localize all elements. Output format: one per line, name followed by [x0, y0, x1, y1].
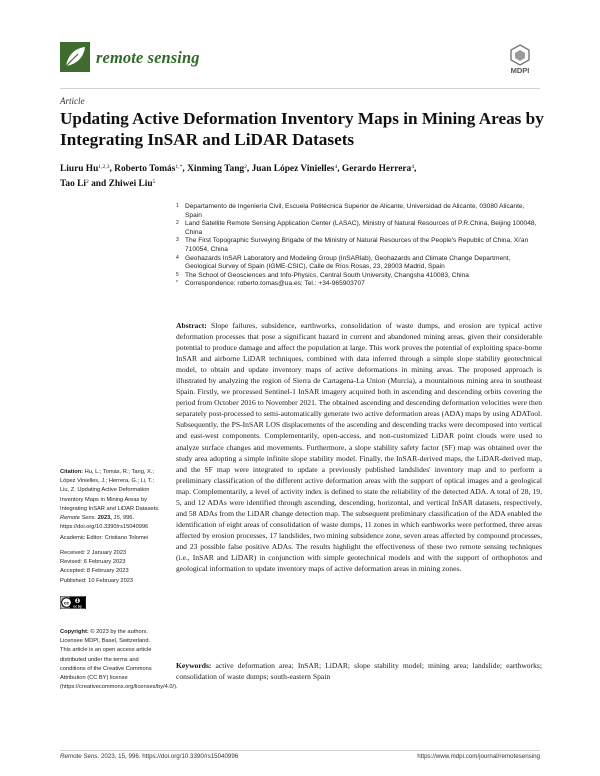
creative-commons-icon: [60, 596, 86, 609]
author-separator: ,: [337, 164, 342, 174]
article-type: Article: [60, 96, 85, 106]
affiliation-number: 4: [176, 254, 179, 261]
mdpi-hexagon-icon: [500, 44, 540, 66]
affiliation-item: [176, 203, 542, 220]
abstract-text: Slope failures, subsidence, earthworks, consolidation of waste dumps, and erosion are typical active deformation processes that pose a significant hazard in current and abandoned mining areas, given their considerable potential to produce damage and affect the population at large. This work proves the potential of exploiting space-borne InSAR and airborne LiDAR techniques, combined with data inferred through a simple slope stability geotechnical model, to obtain and update inventory maps of active deformations in mining areas. The proposed approach is illustrated by analyzing the region of Sierra de Cartagena-La Union (Murcia), a mountainous mining area in southeast Spain. Firstly, we processed Sentinel-1 InSAR imagery acquired both in ascending and descending orbits covering the period from October 2016 to November 2021. The obtained ascending and descending deformation velocities were then separately post-processed to semi-automatically generate two active deformation areas (ADA) maps by using ADATool. Subsequently, the PS-InSAR LOS displacements of the ascending and descending tracks were decomposed into vertical and east-west components. Complementarily, open-access, and non-customized LiDAR point clouds were used to analyze surface changes and movements. Furthermore, a slope stability safety factor (SF) map was obtained over the study area adopting a simple infinite slope stability model. Finally, the InSAR-derived maps, the LiDAR-derived map, and the SF map were integrated to update a previously published landslides' inventory map and to perform a preliminary classification of the different active deformation areas with the support of optical images and a geological map. Complementarily, a level of activity index is defined to state the reliability of the detected ADA. A total of 28, 19, 5, and 12 ADAs were identified through ascending, descending, horizontal, and vertical InSAR datasets, respectively, and 58 ADAs from the LiDAR change detection map. The subsequent preliminary classification of the ADA enabled the identification of eight areas of consolidation of waste dumps, 11 zones in which earthworks were performed, three areas affected by erosion processes, 17 landslides, two mining subsidence zone, seven areas affected by compound processes, and 23 possible false positive ADAs. The results highlight the effectiveness of these two remote sensing techniques (i.e., InSAR and LiDAR) in conjunction with simple geotechnical models and with the support of orthophotos and geological information to update inventory maps of active deformation areas in mining zones.: [176, 321, 542, 574]
affiliation-text: Land Satellite Remote Sensing Application Center (LASAC), Ministry of Natural Resources of P.R.China, Beijing 100048, China: [185, 220, 537, 236]
publisher-name: MDPI: [510, 66, 530, 75]
author-name[interactable]: Zhiwei Liu: [108, 179, 153, 189]
citation-year: 2023,: [97, 515, 112, 522]
citation-volume: 15,: [113, 515, 122, 522]
citation-doi[interactable]: https://doi.org/10.3390/rs15040996: [60, 524, 149, 531]
editor-name: Cristiano Tolomei: [104, 535, 149, 541]
date-item: [60, 549, 160, 558]
date-label: Accepted:: [60, 568, 86, 575]
article-title: Updating Active Deformation Inventory Maps in Mining Areas by Integrating InSAR and LiDAR Datasets: [60, 109, 544, 149]
journal-logo: [60, 42, 90, 72]
author-affiliation-marker: 4: [334, 164, 338, 170]
affiliation-text: The School of Geosciences and Info-Physics, Central South University, Changsha 410083, China: [185, 271, 469, 279]
affiliation-list: [176, 203, 542, 289]
author-name[interactable]: Gerardo Herrera: [341, 164, 412, 174]
affiliation-text: The First Topographic Surveying Brigade of the Ministry of Natural Resources of the People's Republic of China, Xi'an 710054, China: [185, 237, 529, 253]
author-separator: ,: [109, 164, 115, 174]
author-affiliation-marker: 4: [411, 164, 415, 170]
author-name[interactable]: Tao Li: [60, 179, 86, 189]
footer-divider: [60, 750, 540, 751]
date-label: Revised:: [60, 559, 83, 566]
affiliation-number: 2: [176, 220, 179, 227]
keywords-text: active deformation area; InSAR; LiDAR; slope stability model; mining area; landslide; earthworks; consolidation of waste dumps; south-eastern Spain: [176, 661, 542, 681]
author-list: [60, 161, 540, 191]
license-badge-label: cc by: [73, 604, 82, 609]
date-label: Received:: [60, 550, 86, 556]
abstract-label: Abstract:: [176, 321, 207, 330]
footer-ref[interactable]: 2023, 15, 996. https://doi.org/10.3390/rs15040996: [100, 753, 239, 760]
affiliation-item: [176, 237, 542, 254]
citation-journal: Remote Sens.: [60, 515, 97, 522]
copyright-text: © 2023 by the authors. Licensee MDPI, Basel, Switzerland. This article is an open access article distributed under the terms and conditions of the Creative Commons Attribution (CC BY) license (https://creativecommons.org/licenses/by/4.0/).: [60, 629, 178, 691]
date-value: 2 January 2023: [86, 550, 127, 556]
affiliation-number: 3: [176, 237, 179, 244]
author-separator: ,: [182, 164, 188, 174]
date-value: 10 February 2023: [88, 577, 134, 584]
citation-label: Citation:: [60, 469, 84, 475]
dates-block: [60, 549, 160, 586]
date-value: 6 February 2023: [83, 559, 126, 566]
affiliation-text: Departamento de Ingeniería Civil, Escuela Politécnica Superior de Alicante, Universidad de Alicante, 03080 Alicante, Spain: [185, 203, 525, 219]
author-name[interactable]: Liuru Hu: [60, 164, 99, 174]
citation-block: [60, 468, 160, 532]
affiliation-item: [176, 272, 542, 281]
author-affiliation-marker: 1,2,3: [98, 164, 110, 170]
journal-name: remote sensing: [96, 48, 200, 67]
affiliation-number: *: [176, 280, 178, 287]
leaf-icon: [60, 42, 90, 72]
date-item: [60, 558, 160, 567]
author-affiliation-marker: 2: [85, 179, 89, 185]
abstract: [176, 320, 542, 574]
date-value: 8 February 2023: [86, 568, 129, 575]
affiliation-item: [176, 280, 542, 289]
header-divider: [60, 88, 540, 89]
author-separator: ,: [246, 164, 252, 174]
publisher-logo: [500, 44, 540, 78]
author-separator: ,: [414, 164, 417, 174]
keywords-label: Keywords:: [176, 661, 212, 670]
author-affiliation-marker: 2: [244, 164, 247, 170]
affiliation-item: [176, 255, 542, 272]
copyright-label: Copyright:: [60, 629, 89, 635]
date-item: [60, 577, 160, 586]
editor-label: Academic Editor:: [60, 535, 103, 541]
author-name[interactable]: Juan López Vinielles: [251, 164, 335, 174]
footer-citation: [60, 753, 238, 760]
date-label: Published:: [60, 577, 87, 584]
affiliation-number: 5: [176, 271, 179, 278]
cc-by-license-badge[interactable]: [60, 596, 86, 609]
affiliation-text: Correspondence: roberto.tomas@ua.es; Tel.: +34-965903707: [185, 280, 365, 288]
author-name[interactable]: Roberto Tomás: [114, 164, 176, 174]
author-separator: and: [88, 179, 109, 189]
svg-text:cc: cc: [63, 601, 70, 607]
citation-pages: 996.: [122, 515, 135, 522]
keywords: [176, 660, 542, 682]
author-name[interactable]: Xinming Tang: [187, 164, 245, 174]
academic-editor: [60, 534, 160, 543]
footer-journal: Remote Sens.: [60, 753, 100, 760]
affiliation-number: 1: [176, 203, 179, 209]
citation-text: Hu, L.; Tomás, R.; Tang, X.; López Vinielles, J.; Herrera, G.; Li, T.; Liu, Z. Updating Active Deformation Inventory Maps in Mining Areas by Integrating InSAR and LiDAR Datasets.: [60, 469, 160, 512]
footer-url[interactable]: https://www.mdpi.com/journal/remotesensing: [417, 753, 540, 760]
author-affiliation-marker: 1,*: [175, 164, 183, 170]
copyright-block: [60, 628, 178, 692]
author-affiliation-marker: 5: [152, 179, 156, 185]
date-item: [60, 567, 160, 576]
affiliation-item: [176, 220, 542, 237]
affiliation-text: Geohazards InSAR Laboratory and Modeling Group (InSARlab), Geohazards and Climate Change Department, Geological Survey of Spain (IGME-CSIC), Calle de Ríos Rosas, 23, 28003 Madrid, Spain: [185, 254, 511, 271]
